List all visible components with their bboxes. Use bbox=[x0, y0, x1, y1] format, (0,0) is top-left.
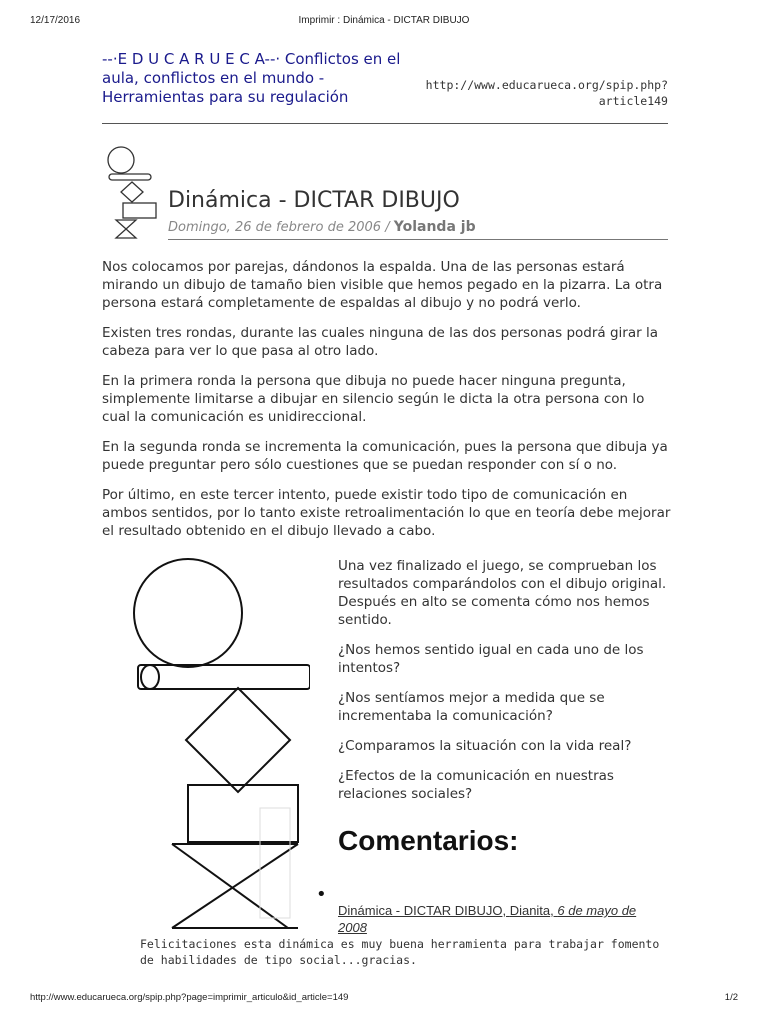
site-url-line2: article149 bbox=[598, 94, 668, 108]
article-author[interactable]: Yolanda jb bbox=[393, 219, 476, 235]
comments-heading: Comentarios: bbox=[338, 825, 519, 856]
paragraph: Existen tres rondas, durante las cuales ninguna de las dos personas podrá girar la cabeza para ver lo que pasa al otro lado. bbox=[102, 325, 658, 359]
comment-author[interactable]: Dianita bbox=[509, 903, 551, 918]
byline bbox=[168, 219, 476, 235]
article-title: Dinámica - DICTAR DIBUJO bbox=[168, 188, 460, 213]
byline-separator: / bbox=[385, 220, 390, 235]
drawing-figure bbox=[110, 556, 310, 934]
comment-text: Felicitaciones esta dinámica es muy buena herramienta para trabajar fomento de habilidades de tipo social...gracias. bbox=[140, 937, 660, 967]
site-url-line1: http://www.educarueca.org/spip.php? bbox=[425, 78, 668, 92]
header-divider bbox=[102, 123, 668, 124]
paragraph: En la primera ronda la persona que dibuja no puede hacer ninguna pregunta, simplemente limitarse a dibujar en silencio según le dicta la otra persona con lo cual la comunicación es unidireccional. bbox=[102, 373, 645, 425]
paragraph: ¿Nos hemos sentido igual en cada uno de los intentos? bbox=[338, 642, 644, 676]
bullet-icon: • bbox=[316, 884, 327, 905]
paragraph: Una vez finalizado el juego, se comprueban los resultados comparándolos con el dibujo original. Después en alto se comenta cómo nos hemos sentido. bbox=[338, 558, 667, 628]
article-logo-icon bbox=[106, 144, 158, 240]
article-side-text bbox=[338, 557, 678, 815]
print-footer bbox=[30, 992, 738, 1006]
comment-link[interactable]: Dinámica - DICTAR DIBUJO, Dianita, 6 de mayo de 2008 bbox=[338, 903, 637, 935]
site-title-link[interactable]: --·E D U C A R U E C A--· Conflictos en el aula, conflictos en el mundo - Herramientas para su regulación bbox=[102, 50, 401, 106]
page-number: 1/2 bbox=[724, 992, 738, 1003]
print-date: 12/17/2016 bbox=[30, 15, 81, 26]
comment-date[interactable]: 6 de mayo de 2008 bbox=[338, 903, 637, 935]
paragraph: Nos colocamos por parejas, dándonos la espalda. Una de las personas estará mirando un dibujo de tamaño bien visible que hemos pegado en la pizarra. La otra persona estará completamente de espaldas al dibujo y no podrá verlo. bbox=[102, 259, 663, 311]
print-title: Imprimir : Dinámica - DICTAR DIBUJO bbox=[298, 15, 470, 26]
paragraph: ¿Comparamos la situación con la vida real? bbox=[338, 738, 632, 754]
footer-url: http://www.educarueca.org/spip.php?page=imprimir_articulo&id_article=149 bbox=[30, 992, 349, 1003]
paragraph: ¿Nos sentíamos mejor a medida que se incrementaba la comunicación? bbox=[338, 690, 605, 724]
site-url bbox=[426, 77, 668, 109]
paragraph: En la segunda ronda se incrementa la comunicación, pues la persona que dibuja ya puede preguntar pero sólo cuestiones que se puedan responder con sí o no. bbox=[102, 439, 668, 473]
title-divider bbox=[168, 239, 668, 240]
article-body bbox=[102, 258, 672, 552]
comment-link-title[interactable]: Dinámica - DICTAR DIBUJO bbox=[338, 903, 503, 918]
article-date: Domingo, 26 de febrero de 2006 bbox=[168, 220, 382, 235]
print-header bbox=[30, 15, 738, 31]
paragraph: Por último, en este tercer intento, puede existir todo tipo de comunicación en ambos sentidos, por lo tanto existe retroalimentación lo que en teoría debe mejorar el resultado obtenido en el dibujo llevado a cabo. bbox=[102, 487, 671, 539]
paragraph: ¿Efectos de la comunicación en nuestras relaciones sociales? bbox=[338, 768, 614, 802]
